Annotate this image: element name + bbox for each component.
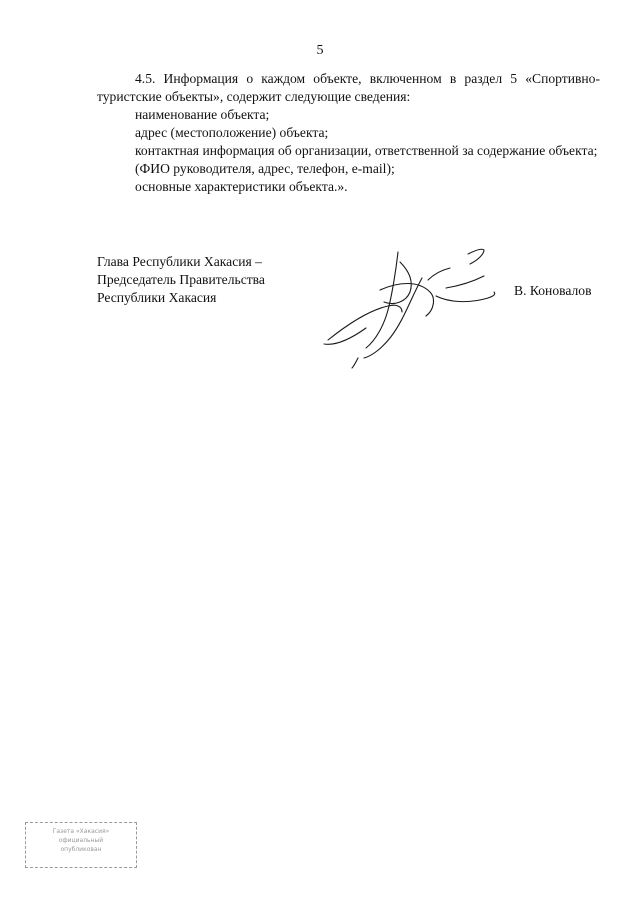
stamp-text: опубликован bbox=[60, 846, 102, 853]
list-item: (ФИО руководителя, адрес, телефон, e-mail); bbox=[135, 161, 395, 176]
page-number: 5 bbox=[316, 43, 324, 58]
signer-title-line: Глава Республики Хакасия – bbox=[97, 254, 262, 269]
handwritten-signature bbox=[318, 240, 498, 370]
stamp-text: Газета «Хакасия» bbox=[52, 828, 110, 835]
list-item: основные характеристики объекта.». bbox=[135, 179, 348, 194]
document-body bbox=[97, 70, 600, 196]
signer-title-line: Председатель Правительства bbox=[97, 272, 265, 287]
list-item: адрес (местоположение) объекта; bbox=[135, 125, 329, 140]
list-item-contact: контактная информация об организации, ответственной за содержание объекта; bbox=[135, 143, 598, 158]
signer-title-line: Республики Хакасия bbox=[97, 290, 217, 305]
signer-name: В. Коновалов bbox=[514, 283, 592, 298]
list-item: наименование объекта; bbox=[135, 107, 270, 122]
publication-stamp bbox=[25, 822, 137, 868]
paragraph-4-5: 4.5. Информация о каждом объекте, включенном в раздел 5 «Спортивно-туристские объекты», содержит следующие сведения: bbox=[97, 71, 600, 104]
stamp-text: официальный bbox=[58, 837, 104, 844]
